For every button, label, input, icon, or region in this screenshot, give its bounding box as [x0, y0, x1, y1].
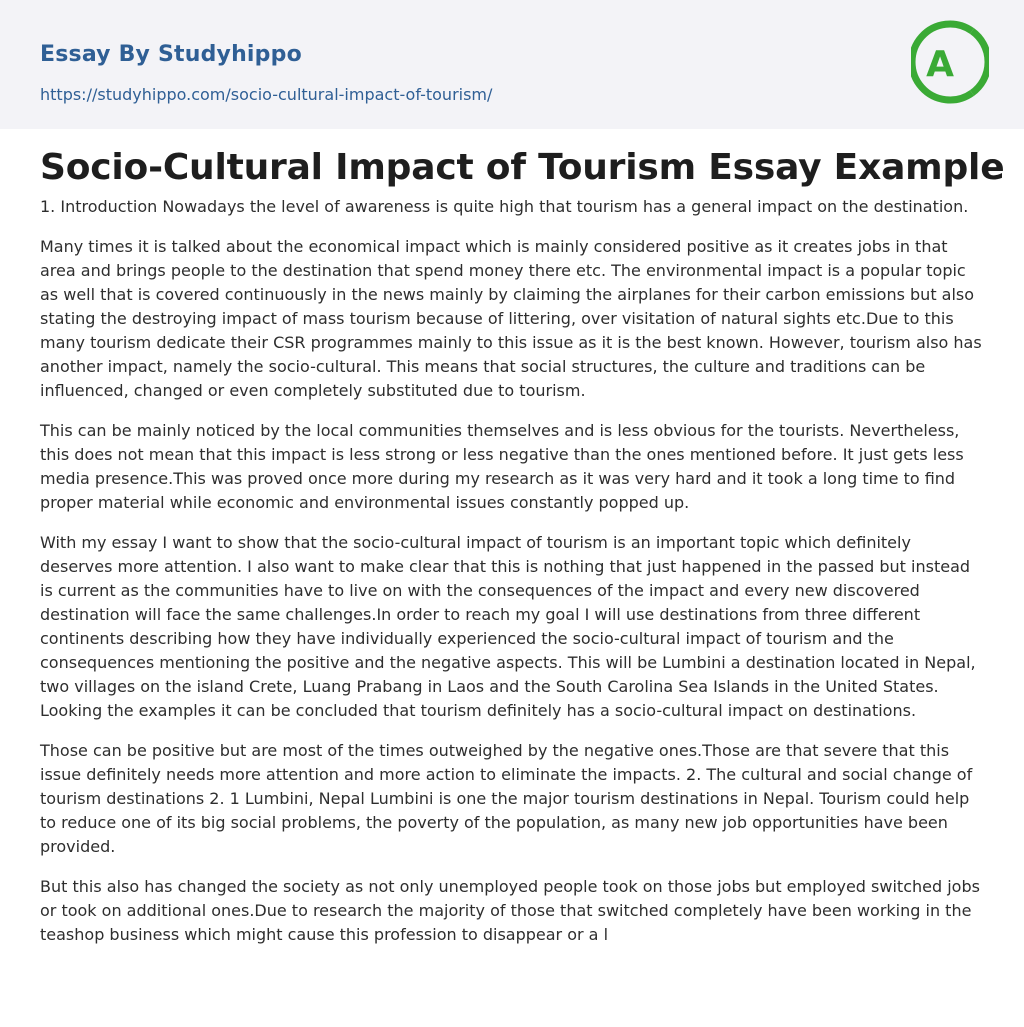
logo-letter: A	[926, 44, 954, 85]
brand-title[interactable]: Essay By Studyhippo	[40, 42, 302, 67]
paragraph: Many times it is talked about the economical impact which is mainly considered positive as it creates jobs in that area and brings people to the destination that spend money there etc. The environmental impact is a popular topic as well that is covered continuously in the news mainly by claiming the airplanes for their carbon emissions but also stating the destroying impact of mass tourism because of littering, over visitation of natural sights etc.Due to this many tourism dedicate their CSR programmes mainly to this issue as it is the best known. However, tourism also has another impact, namely the socio-cultural. This means that social structures, the culture and traditions can be influenced, changed or even completely substituted due to tourism.	[40, 237, 982, 400]
article-title: Socio-Cultural Impact of Tourism Essay Example	[40, 147, 1005, 188]
paragraph: With my essay I want to show that the socio-cultural impact of tourism is an important topic which definitely deserves more attention. I also want to make clear that this is nothing that just happened in the passed but instead is current as the communities have to live on with the consequences of the impact and every new discovered destination will face the same challenges.In order to reach my goal I will use destinations from three different continents describing how they have individually experienced the socio-cultural impact of tourism and the consequences mentioning the positive and the negative aspects. This will be Lumbini a destination located in Nepal, two villages on the island Crete, Luang Prabang in Laos and the South Carolina Sea Islands in the United States. Looking the examples it can be concluded that tourism definitely has a socio-cultural impact on destinations.	[40, 533, 976, 720]
paragraph: This can be mainly noticed by the local communities themselves and is less obvious for the tourists. Nevertheless, this does not mean that this impact is less strong or less negative than the ones mentioned before. It just gets less media presence.This was proved once more during my research as it was very hard and it took a long time to find proper material while economic and environmental issues constantly popped up.	[40, 421, 964, 512]
source-url-link[interactable]: https://studyhippo.com/socio-cultural-impact-of-tourism/	[40, 85, 493, 104]
paragraph: But this also has changed the society as not only unemployed people took on those jobs but employed switched jobs or took on additional ones.Due to research the majority of those that switched completely have been working in the teashop business which might cause this profession to disappear or a l	[40, 877, 980, 944]
paragraph: Those can be positive but are most of the times outweighed by the negative ones.Those are that severe that this issue definitely needs more attention and more action to eliminate the impacts. 2. The cultural and social change of tourism destinations 2. 1 Lumbini, Nepal Lumbini is one the major tourism destinations in Nepal. Tourism could help to reduce one of its big social problems, the poverty of the population, as many new job opportunities have been provided.	[40, 741, 973, 856]
article-body	[40, 195, 984, 963]
paragraph: 1. Introduction Nowadays the level of awareness is quite high that tourism has a general impact on the destination.	[40, 197, 969, 216]
